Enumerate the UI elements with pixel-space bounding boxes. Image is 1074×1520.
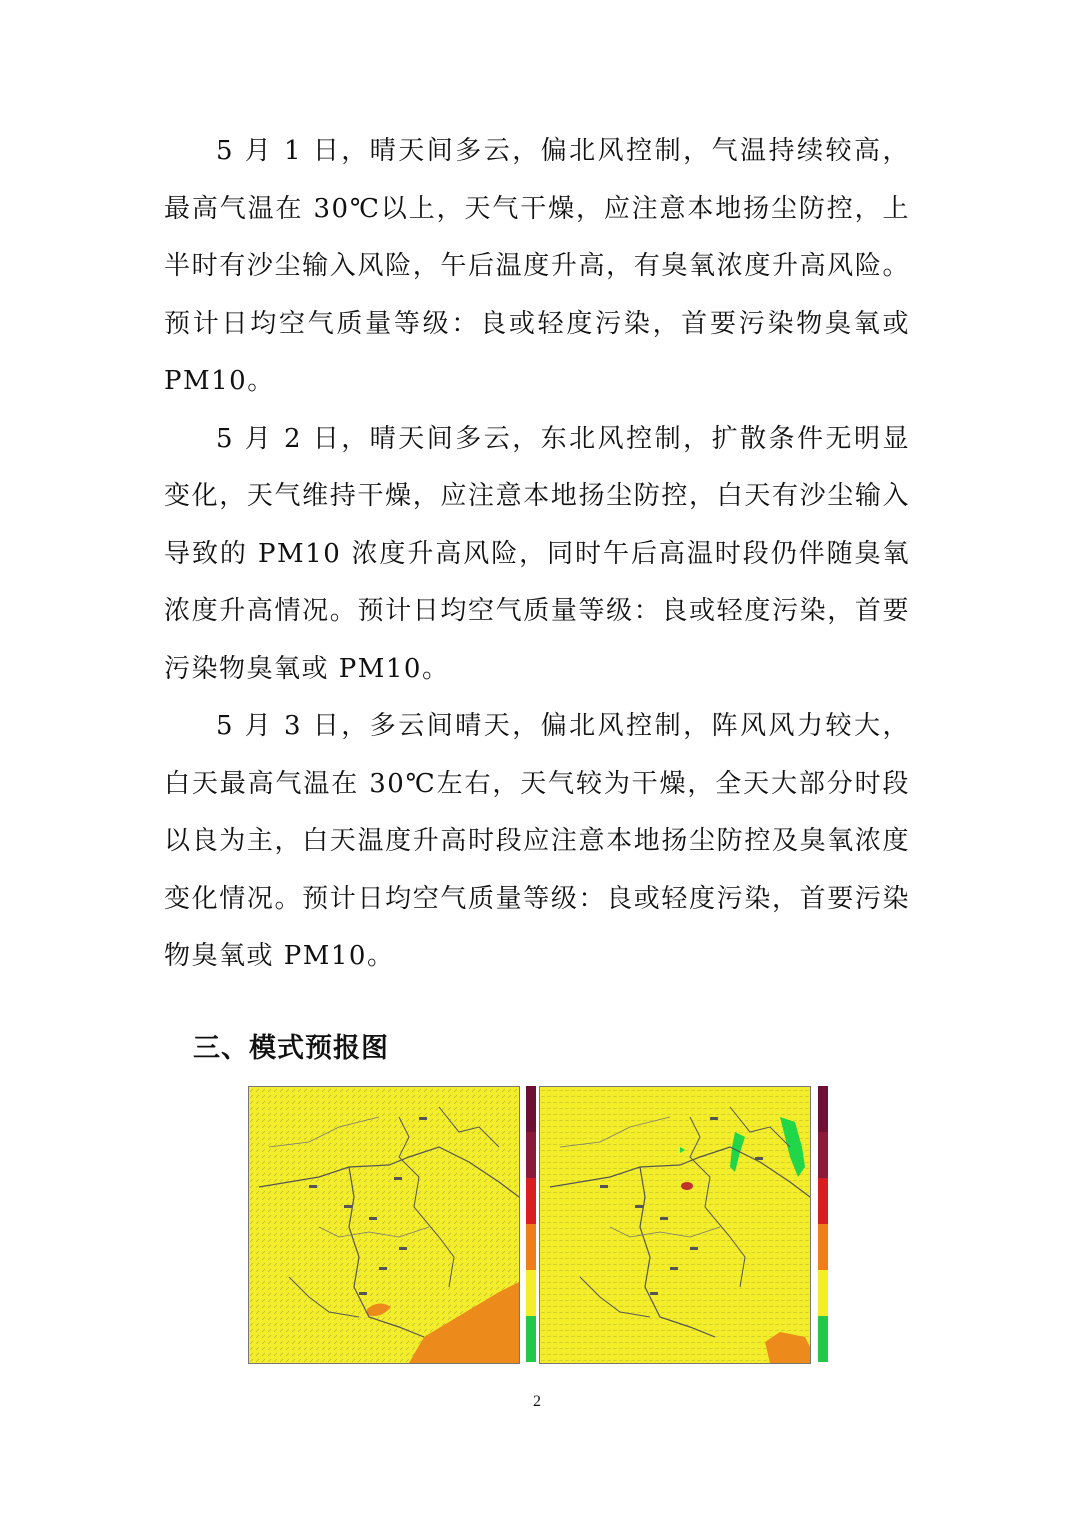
forecast-map-left-graphic	[249, 1087, 519, 1363]
legend-right	[818, 1086, 828, 1362]
legend-swatch	[818, 1316, 828, 1362]
section-heading: 三、模式预报图	[193, 1033, 389, 1064]
paragraph-may-2: 5 月 2 日，晴天间多云，东北风控制，扩散条件无明显变化，天气维持干燥，应注意本地扬尘防控，白天有沙尘输入导致的 PM10 浓度升高风险，同时午后高温时段仍伴随臭氧浓度升高情况。预计日均空气质量等级：良或轻度污染，首要污染物臭氧或 PM10。	[164, 423, 910, 684]
legend-swatch	[818, 1178, 828, 1224]
paragraph-may-3: 5 月 3 日，多云间晴天，偏北风控制，阵风风力较大，白天最高气温在 30℃左右，天气较为干燥，全天大部分时段以良为主，白天温度升高时段应注意本地扬尘防控及臭氧浓度变化情况。预计日均空气质量等级：良或轻度污染，首要污染物臭氧或 PM10。	[164, 711, 910, 971]
legend-left	[526, 1086, 536, 1362]
legend-swatch	[818, 1132, 828, 1178]
legend-swatch	[818, 1270, 828, 1316]
legend-swatch	[526, 1178, 536, 1224]
legend-swatch	[526, 1270, 536, 1316]
legend-swatch	[526, 1086, 536, 1132]
body-text	[164, 123, 910, 986]
forecast-map-left	[248, 1086, 520, 1364]
legend-swatch	[818, 1224, 828, 1270]
forecast-map-right-graphic	[540, 1087, 810, 1363]
legend-swatch	[526, 1316, 536, 1362]
forecast-map-right	[539, 1086, 811, 1364]
page-number: 2	[533, 1393, 541, 1410]
legend-swatch	[526, 1224, 536, 1270]
legend-swatch	[526, 1132, 536, 1178]
legend-swatch	[818, 1086, 828, 1132]
paragraph-may-1: 5 月 1 日，晴天间多云，偏北风控制，气温持续较高，最高气温在 30℃以上，天气干燥，应注意本地扬尘防控，上半时有沙尘输入风险，午后温度升高，有臭氧浓度升高风险。预计日均空气质量等级：良或轻度污染，首要污染物臭氧或 PM10。	[164, 136, 910, 396]
